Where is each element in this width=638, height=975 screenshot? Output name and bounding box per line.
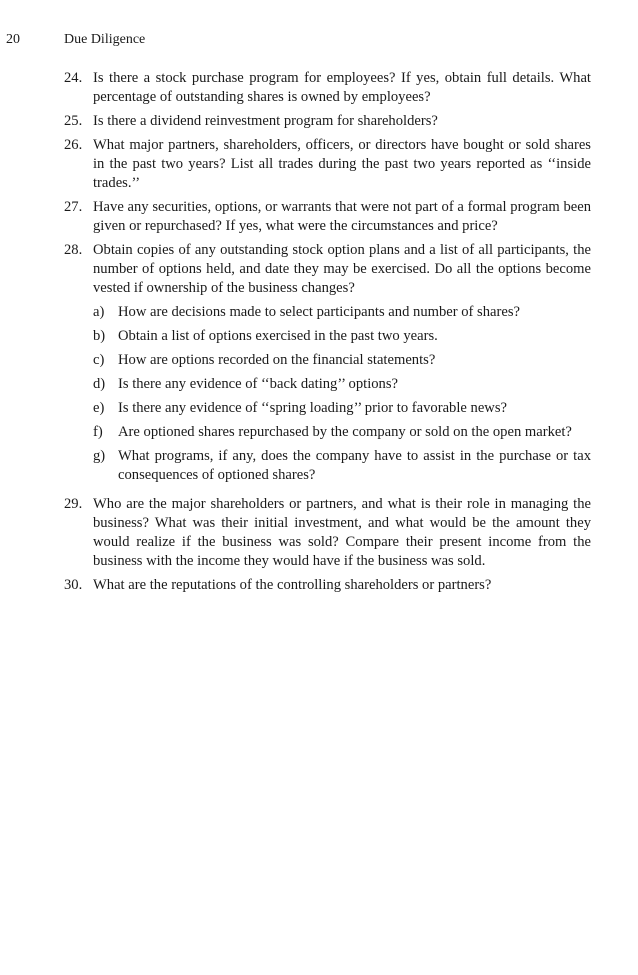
- list-item: [64, 241, 591, 490]
- item-number: 30.: [64, 577, 83, 593]
- page-number: 20: [6, 32, 20, 47]
- item-body: [93, 241, 591, 490]
- running-header: [6, 32, 618, 48]
- sub-item-text: Is there any evidence of ‘‘spring loading’’ prior to favorable news?: [118, 400, 508, 416]
- sub-item: [93, 447, 591, 485]
- sub-item-text: Are optioned shares repurchased by the company or sold on the open market?: [118, 424, 572, 440]
- sub-item-text: What programs, if any, does the company have to assist in the purchase or tax consequences of optioned shares?: [118, 448, 591, 483]
- sub-item-text: Is there any evidence of ‘‘back dating’’ options?: [118, 376, 398, 392]
- sub-item: [93, 351, 591, 370]
- sub-item-letter: g): [93, 448, 106, 464]
- question-list: [64, 69, 591, 600]
- sub-item-letter: d): [93, 376, 106, 392]
- sub-item-letter: b): [93, 328, 106, 344]
- list-item: [64, 69, 591, 107]
- sub-list: [93, 303, 591, 485]
- sub-item: [93, 303, 591, 322]
- item-number: 28.: [64, 242, 83, 258]
- item-text: What major partners, shareholders, officers, or directors have bought or sold shares in the past two years? List all trades during the past two years reported as ‘‘inside trades.’’: [93, 137, 591, 191]
- running-title: Due Diligence: [64, 32, 146, 47]
- sub-item-letter: c): [93, 352, 105, 368]
- sub-item-letter: f): [93, 424, 103, 440]
- sub-item-letter: a): [93, 304, 105, 320]
- item-number: 29.: [64, 496, 83, 512]
- item-number: 27.: [64, 199, 83, 215]
- list-item: [64, 495, 591, 571]
- item-text: Who are the major shareholders or partners, and what is their role in managing the business? What was their initial investment, and what would be the amount they would realize if the business was sold? Compare their present income from the business with the income they would have if the business was sold.: [93, 496, 591, 569]
- list-item: [64, 198, 591, 236]
- list-item: [64, 576, 591, 595]
- sub-item: [93, 375, 591, 394]
- sub-item-text: Obtain a list of options exercised in the past two years.: [118, 328, 438, 344]
- list-item: [64, 136, 591, 193]
- item-number: 24.: [64, 70, 83, 86]
- item-text: Have any securities, options, or warrants that were not part of a formal program been given or repurchased? If yes, what were the circumstances and price?: [93, 199, 591, 234]
- list-item: [64, 112, 591, 131]
- sub-item-letter: e): [93, 400, 105, 416]
- sub-item-text: How are decisions made to select participants and number of shares?: [118, 304, 520, 320]
- item-text: Is there a stock purchase program for employees? If yes, obtain full details. What percentage of outstanding shares is owned by employees?: [93, 70, 591, 105]
- item-text: Is there a dividend reinvestment program for shareholders?: [93, 113, 438, 129]
- item-text: What are the reputations of the controlling shareholders or partners?: [93, 577, 492, 593]
- item-text: Obtain copies of any outstanding stock option plans and a list of all participants, the number of options held, and date they may be exercised. Do all the options become vested if ownership of the business changes?: [93, 242, 591, 296]
- sub-item: [93, 399, 591, 418]
- item-number: 26.: [64, 137, 83, 153]
- sub-item-text: How are options recorded on the financial statements?: [118, 352, 436, 368]
- item-number: 25.: [64, 113, 83, 129]
- sub-item: [93, 423, 591, 442]
- sub-item: [93, 327, 591, 346]
